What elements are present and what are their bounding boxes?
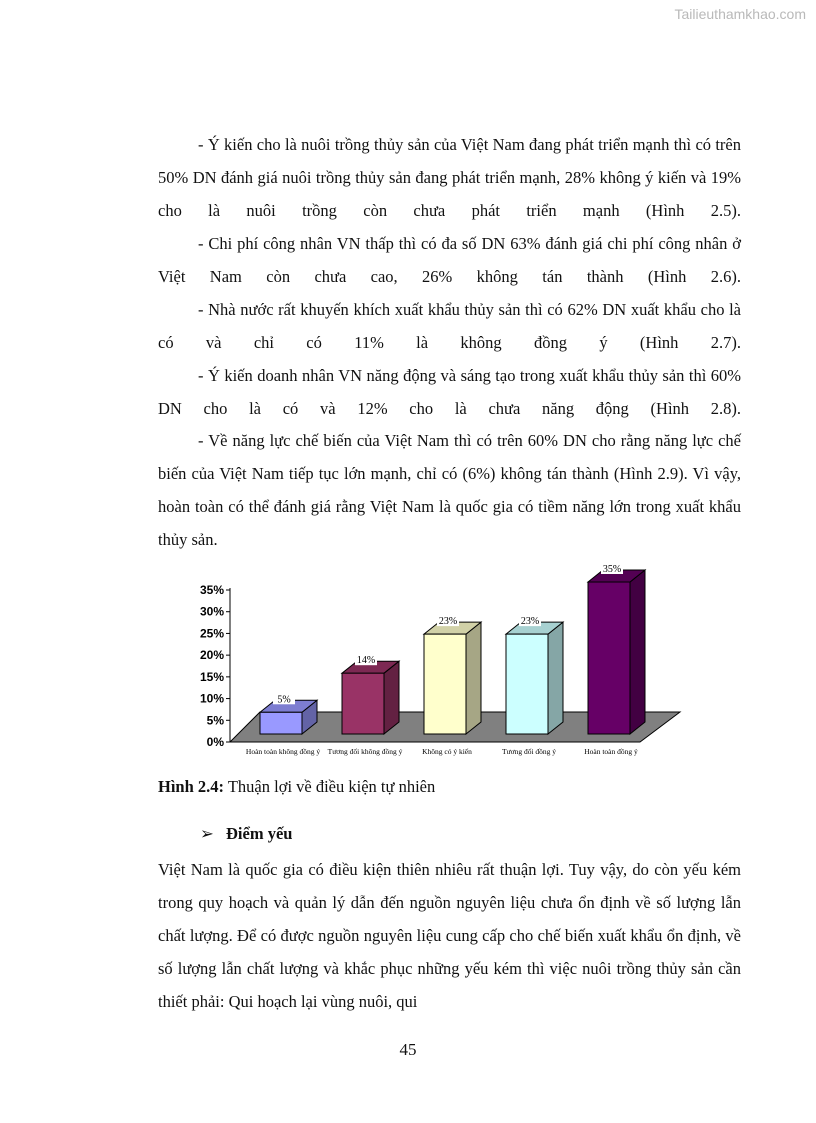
section-heading-text: Điểm yếu — [226, 824, 293, 843]
bar-side-shade — [466, 622, 481, 734]
bar-front — [506, 634, 548, 734]
category-label: Không có ý kiến — [422, 747, 472, 756]
y-tick-label: 35% — [199, 583, 224, 597]
bar-front — [588, 582, 630, 734]
paragraph-state-support: - Nhà nước rất khuyến khích xuất khẩu thủy sản thì có 62% DN xuất khẩu cho là có và chỉ có 11% là không đồng ý (Hình 2.7). — [158, 300, 741, 352]
page-number: 45 — [399, 1040, 417, 1059]
y-tick-label: 0% — [206, 735, 224, 749]
figure-caption-text: Thuận lợi về điều kiện tự nhiên — [224, 777, 436, 796]
section-heading — [200, 824, 292, 844]
y-tick-label: 10% — [199, 691, 224, 706]
y-tick-label: 20% — [199, 648, 224, 663]
paragraph-labor-cost: - Chi phí công nhân VN thấp thì có đa số DN 63% đánh giá chi phí công nhân ở Việt Nam còn chưa cao, 26% không tán thành (Hình 2.6). — [158, 234, 741, 286]
bar-side-shade — [548, 622, 563, 734]
bar-side-shade — [630, 570, 645, 734]
data-label: 35% — [602, 564, 622, 575]
category-label: Hoàn toàn đồng ý — [584, 747, 638, 756]
bar-front — [260, 712, 302, 734]
y-tick-label: 25% — [199, 626, 224, 641]
y-tick-label: 15% — [199, 669, 224, 684]
bar-front — [342, 673, 384, 734]
chart-bars — [260, 570, 645, 734]
chart-axes — [200, 583, 230, 749]
data-label: 14% — [356, 655, 376, 667]
y-tick-label: 5% — [206, 713, 224, 728]
category-label: Hoàn toàn không đồng ý — [245, 747, 321, 756]
data-label: 5% — [277, 694, 291, 706]
figure-caption-label: Hình 2.4: — [158, 777, 225, 796]
watermark: Tailieuthamkhao.com — [674, 6, 806, 22]
y-tick-label: 30% — [199, 604, 224, 619]
figure-caption — [158, 777, 435, 797]
bar-chart — [190, 560, 690, 765]
paragraph-weaknesses: Việt Nam là quốc gia có điều kiện thiên nhiêu rất thuận lợi. Tuy vậy, do còn yếu kém trong quy hoạch và quản lý dẫn đến nguồn nguyên liệu chưa ổn định về số lượng lẫn chất lượng. Để có được nguồn nguyên liệu cung cấp cho chế biến xuất khẩu ổn định, về số lượng lẫn chất lượng và khắc phục những yếu kém thì việc nuôi trồng thủy sản cần thiết phải: Qui hoạch lại vùng nuôi, qui — [158, 860, 741, 1011]
data-label: 23% — [520, 616, 540, 628]
arrow-bullet-icon: ➢ — [200, 824, 214, 843]
category-label: Tương đối đồng ý — [501, 747, 557, 756]
paragraph-natural-aquaculture: - Ý kiến cho là nuôi trồng thủy sản của Việt Nam đang phát triển mạnh thì có trên 50% DN đánh giá nuôi trồng thủy sản đang phát triển mạnh, 28% không ý kiến và 19% cho là nuôi trồng còn chưa phát triển mạnh (Hình 2.5). — [158, 135, 741, 220]
category-label: Tương đối không đồng ý — [327, 747, 403, 756]
bar-side-shade — [384, 661, 399, 734]
bar-front — [424, 634, 466, 734]
data-label: 23% — [438, 616, 458, 628]
paragraph-entrepreneurs: - Ý kiến doanh nhân VN năng động và sáng tạo trong xuất khẩu thủy sản thì 60% DN cho là có và 12% cho là chưa năng động (Hình 2.8). — [158, 366, 741, 418]
paragraph-processing-capacity: - Về năng lực chế biến của Việt Nam thì có trên 60% DN cho rằng năng lực chế biến của Việt Nam tiếp tục lớn mạnh, chỉ có (6%) không tán thành (Hình 2.9). Vì vậy, hoàn toàn có thể đánh giá rằng Việt Nam là quốc gia có tiềm năng lớn trong xuất khẩu thủy sản. — [158, 431, 741, 549]
